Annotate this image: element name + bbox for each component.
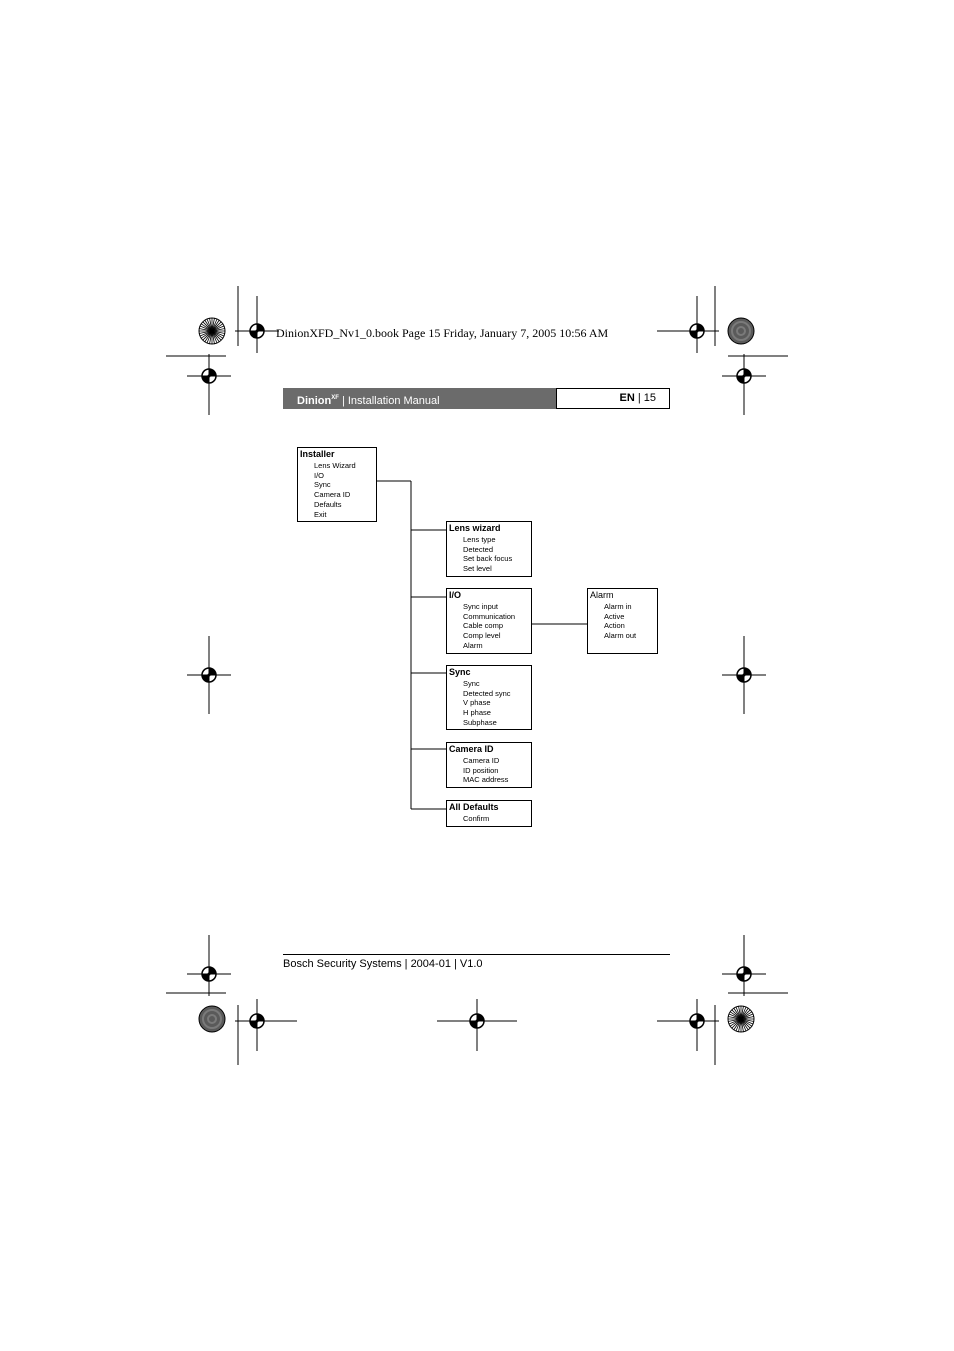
menu-box-installer bbox=[297, 447, 377, 522]
menu-item: Defaults bbox=[314, 499, 342, 509]
menu-item: Alarm in bbox=[604, 602, 632, 611]
menu-item: Sync bbox=[463, 679, 480, 688]
menu-item: Subphase bbox=[463, 717, 497, 727]
menu-item-list bbox=[449, 535, 531, 574]
menu-item: V phase bbox=[463, 698, 491, 708]
menu-item-list bbox=[449, 602, 531, 651]
menu-title: Lens wizard bbox=[449, 523, 501, 533]
menu-item: Action bbox=[604, 621, 625, 631]
menu-item-list bbox=[300, 461, 376, 519]
menu-item: Alarm bbox=[463, 640, 483, 650]
footer-rule bbox=[283, 954, 670, 955]
menu-item: Confirm bbox=[463, 814, 490, 823]
menu-item: Active bbox=[604, 611, 625, 621]
menu-item: Cable comp bbox=[463, 621, 504, 631]
menu-title: All Defaults bbox=[449, 802, 499, 812]
menu-item: Comp level bbox=[463, 631, 501, 641]
menu-item: Detected bbox=[463, 544, 494, 554]
print-slug-line: DinionXFD_Nv1_0.book Page 15 Friday, January 7, 2005 10:56 AM bbox=[276, 326, 609, 340]
menu-item: I/O bbox=[314, 470, 325, 480]
menu-item: ID position bbox=[463, 765, 499, 775]
menu-item-list bbox=[449, 679, 531, 728]
page-footer: Bosch Security Systems | 2004-01 | V1.0 bbox=[283, 958, 483, 970]
menu-item: Exit bbox=[314, 509, 327, 519]
menu-item: Camera ID bbox=[314, 490, 351, 500]
menu-item: Alarm out bbox=[604, 631, 637, 641]
menu-item: Detected sync bbox=[463, 688, 511, 698]
menu-item: MAC address bbox=[463, 775, 509, 785]
menu-box-alarm bbox=[587, 588, 658, 654]
menu-title: I/O bbox=[449, 590, 462, 600]
menu-box-sync bbox=[446, 665, 532, 730]
menu-item: Lens Wizard bbox=[314, 461, 356, 470]
menu-item: Set back focus bbox=[463, 554, 513, 564]
menu-item: Lens type bbox=[463, 535, 496, 544]
menu-item: Set level bbox=[463, 564, 492, 574]
menu-box-io bbox=[446, 588, 532, 654]
menu-box-lens-wizard bbox=[446, 521, 532, 577]
running-header-page: EN | 15 bbox=[556, 388, 670, 409]
menu-item: H phase bbox=[463, 708, 491, 718]
menu-title: Sync bbox=[449, 667, 471, 677]
menu-box-all-defaults bbox=[446, 800, 532, 827]
menu-box-camera-id bbox=[446, 742, 532, 788]
menu-item-list bbox=[449, 814, 531, 824]
menu-item: Sync input bbox=[463, 602, 499, 611]
menu-title: Alarm bbox=[590, 590, 614, 600]
menu-title: Installer bbox=[300, 449, 335, 459]
menu-item: Camera ID bbox=[463, 756, 500, 765]
running-header-title: Dinion$^{XF}$ | Installation Manual bbox=[283, 388, 556, 409]
menu-item-list bbox=[449, 756, 531, 785]
menu-item-list bbox=[590, 602, 657, 641]
menu-title: Camera ID bbox=[449, 744, 494, 754]
menu-item: Communication bbox=[463, 611, 516, 621]
menu-item: Sync bbox=[314, 480, 331, 490]
